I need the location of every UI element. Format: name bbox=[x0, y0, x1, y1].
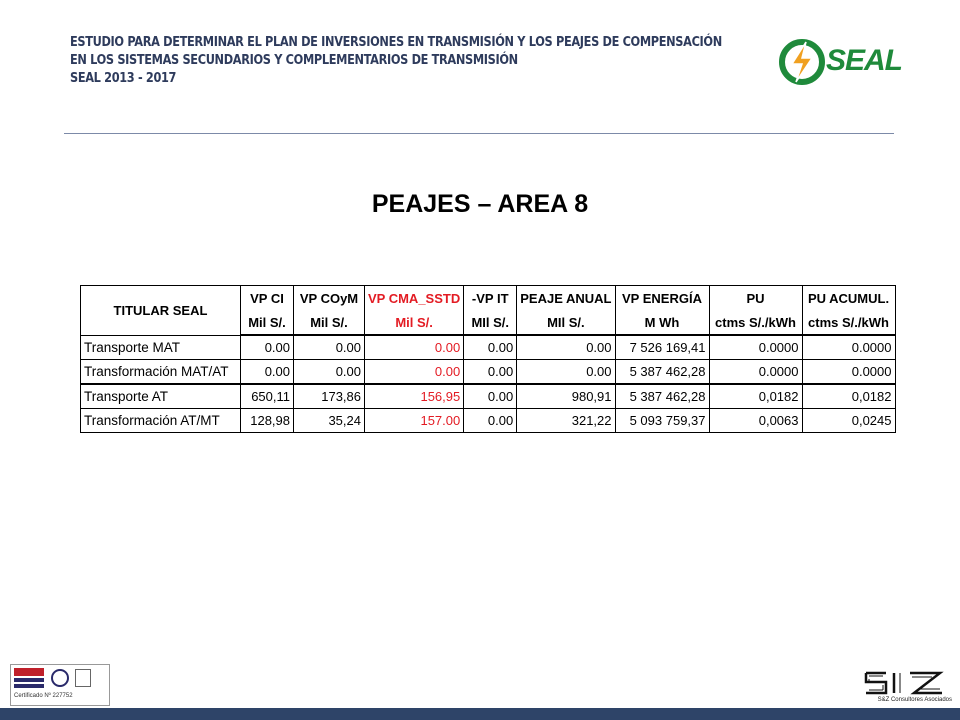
table-cell: 35,24 bbox=[294, 409, 365, 433]
footer-company: S&Z Consultores Asociados bbox=[877, 697, 952, 703]
table-row bbox=[81, 360, 896, 385]
table-header-unit: MIl S/. bbox=[464, 310, 517, 335]
table-header-unit: Mil S/. bbox=[294, 310, 365, 335]
cert-seal-icon bbox=[51, 669, 69, 687]
table-header-row-top bbox=[81, 286, 896, 311]
table-cell: 0.00 bbox=[517, 335, 615, 360]
page-title: PEAJES – AREA 8 bbox=[371, 190, 589, 218]
table-header-unit: Mil S/. bbox=[241, 310, 294, 335]
table-header-unit: MIl S/. bbox=[517, 310, 615, 335]
table-header-cell: VP ENERGÍA bbox=[615, 286, 709, 311]
peajes-table bbox=[80, 285, 896, 433]
table-cell: 0,0182 bbox=[709, 384, 802, 409]
cert-bar-icon bbox=[14, 678, 44, 682]
table-cell: 0.00 bbox=[241, 335, 294, 360]
table-cell: 173,86 bbox=[294, 384, 365, 409]
bureau-veritas-logo bbox=[14, 668, 44, 676]
table-cell: 5 093 759,37 bbox=[615, 409, 709, 433]
table-cell: 0.00 bbox=[294, 335, 365, 360]
seal-logo-text: SEAL bbox=[826, 44, 903, 77]
table-cell: 321,22 bbox=[517, 409, 615, 433]
footer-bar bbox=[0, 708, 960, 720]
table-cell: 0.00 bbox=[464, 335, 517, 360]
table-header-cell: PU ACUMUL. bbox=[802, 286, 895, 311]
table-header-cell: PU bbox=[709, 286, 802, 311]
ukas-mark-icon bbox=[75, 669, 91, 687]
table-cell: 0.00 bbox=[294, 360, 365, 385]
seal-emblem-icon bbox=[778, 36, 828, 88]
row-name: Transformación MAT/AT bbox=[81, 360, 241, 385]
table-cell: 0.0000 bbox=[709, 360, 802, 385]
table-cell: 650,11 bbox=[241, 384, 294, 409]
table-header-cell: VP COyM bbox=[294, 286, 365, 311]
row-name: Transformación AT/MT bbox=[81, 409, 241, 433]
table-cell: 128,98 bbox=[241, 409, 294, 433]
table-cell: 0,0245 bbox=[802, 409, 895, 433]
table-header-unit: Mil S/. bbox=[365, 310, 464, 335]
table-cell: 5 387 462,28 bbox=[615, 384, 709, 409]
table-cell: 0.00 bbox=[365, 335, 464, 360]
table-cell: 0,0063 bbox=[709, 409, 802, 433]
table-header-titular: TITULAR SEAL bbox=[81, 286, 241, 336]
table-header-unit: ctms S/./kWh bbox=[802, 310, 895, 335]
table-cell: 980,91 bbox=[517, 384, 615, 409]
sz-logo-icon bbox=[864, 670, 944, 696]
report-header bbox=[70, 34, 760, 88]
table-header-cell: -VP IT bbox=[464, 286, 517, 311]
table-cell: 0.00 bbox=[464, 384, 517, 409]
header-divider bbox=[64, 133, 894, 134]
table-row bbox=[81, 335, 896, 360]
table-header-unit: M Wh bbox=[615, 310, 709, 335]
certification-badge bbox=[10, 664, 110, 706]
cert-bar-icon bbox=[14, 684, 44, 688]
row-name: Transporte MAT bbox=[81, 335, 241, 360]
seal-logo bbox=[778, 36, 903, 88]
table-cell: 0.00 bbox=[241, 360, 294, 385]
table-cell: 0,0182 bbox=[802, 384, 895, 409]
header-line-3: SEAL 2013 - 2017 bbox=[70, 71, 177, 86]
table-cell: 0.0000 bbox=[802, 335, 895, 360]
table-cell: 0.00 bbox=[365, 360, 464, 385]
table-cell: 157.00 bbox=[365, 409, 464, 433]
table-header-unit: ctms S/./kWh bbox=[709, 310, 802, 335]
table-row bbox=[81, 409, 896, 433]
header-line-1: ESTUDIO PARA DETERMINAR EL PLAN DE INVERSIONES EN TRANSMISIÓN Y LOS PEAJES DE COMPENSACIÓN bbox=[70, 35, 722, 50]
table-cell: 5 387 462,28 bbox=[615, 360, 709, 385]
table-cell: 7 526 169,41 bbox=[615, 335, 709, 360]
table-cell: 0.0000 bbox=[802, 360, 895, 385]
header-line-2: EN LOS SISTEMAS SECUNDARIOS Y COMPLEMENTARIOS DE TRANSMISIÓN bbox=[70, 53, 518, 68]
table-cell: 0.00 bbox=[464, 360, 517, 385]
table-cell: 0.0000 bbox=[709, 335, 802, 360]
table-row bbox=[81, 384, 896, 409]
table-cell: 156,95 bbox=[365, 384, 464, 409]
table-header-cell: PEAJE ANUAL bbox=[517, 286, 615, 311]
certificate-number: Certificado Nº 227752 bbox=[14, 693, 73, 699]
table-header-cell: VP CI bbox=[241, 286, 294, 311]
row-name: Transporte AT bbox=[81, 384, 241, 409]
table-header-cell: VP CMA_SSTD bbox=[365, 286, 464, 311]
table-cell: 0.00 bbox=[464, 409, 517, 433]
table-cell: 0.00 bbox=[517, 360, 615, 385]
